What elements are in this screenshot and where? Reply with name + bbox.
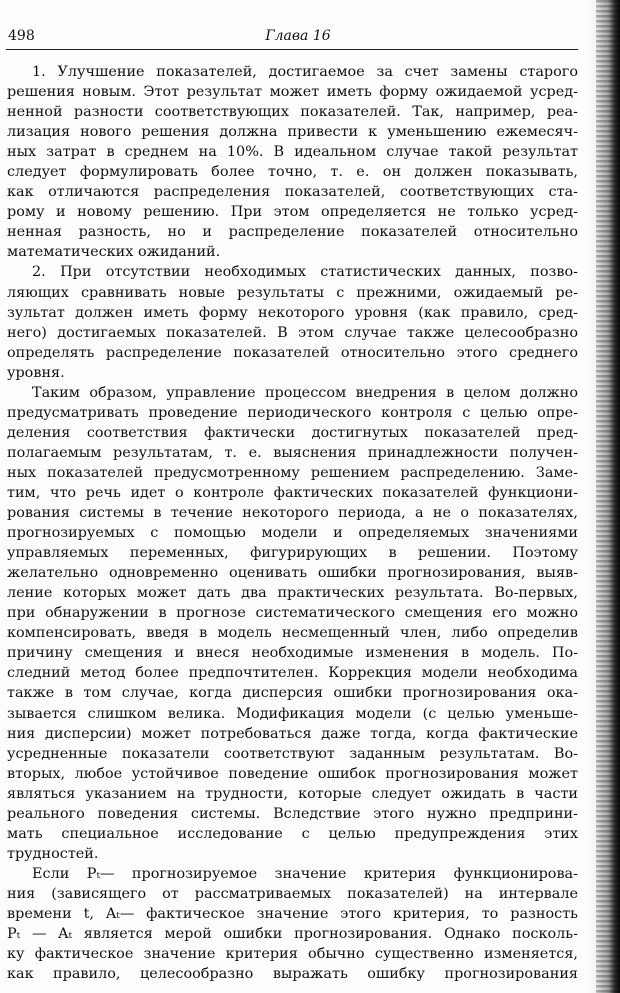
text-line: прогнозируемых с помощью модели и определяемых значениями: [7, 525, 578, 542]
text-line: компенсировать, введя в модель несмещенный член, либо определив: [7, 625, 578, 642]
text-line: управляемых переменных, фигурирующих в решении. Поэтому: [7, 545, 578, 562]
text-line: вторых, любое устойчивое поведение ошибок прогнозирования может: [7, 765, 578, 782]
text-line: зультат должен иметь форму некоторого уровня (как правило, сред-: [7, 304, 578, 321]
text-line: при обнаружении в прогнозе систематического смещения его можно: [7, 605, 578, 622]
text-line: рования системы в течение некоторого периода, а не о показателях,: [7, 505, 578, 522]
text-line: ненной разности соответствующих показателей. Так, например, реа-: [7, 104, 578, 121]
text-line: ния дисперсии) может потребоваться даже тогда, когда фактические: [7, 725, 578, 742]
text-line: ку фактическое значение критерия обычно существенно изменяется,: [7, 946, 578, 963]
text-line: решения новым. Этот результат может иметь форму ожидаемой усред-: [7, 84, 578, 101]
text-line: реального поведения системы. Вследствие этого нужно предприни-: [7, 805, 578, 822]
text-line: как отличаются распределения показателей, соответствующих ста-: [7, 184, 578, 201]
text-line: 2. При отсутствии необходимых статистических данных, позво-: [32, 264, 578, 281]
text-line: уровня.: [7, 364, 65, 381]
text-line: ление которых может дать два практических результата. Во-первых,: [7, 585, 578, 602]
text-line: Pₜ — Aₜ является мерой ошибки прогнозирования. Однако посколь-: [7, 926, 578, 943]
text-line: зывается слишком велика. Модификация модели (с целью уменьше-: [7, 705, 578, 722]
text-line: мать специальное исследование с целью предупреждения этих: [7, 825, 578, 842]
text-line: следует формулировать более точно, т. е. он должен показывать,: [7, 164, 578, 181]
text-line: являться указанием на трудности, которые следует ожидать в части: [7, 785, 578, 802]
text-line: определять распределение показателей относительно этого среднего: [7, 344, 578, 361]
text-line: как правило, целесообразно выражать ошибку прогнозирования: [7, 966, 578, 983]
text-line: следний метод более предпочтителен. Коррекция модели необходима: [7, 665, 578, 682]
body-text: [0, 62, 578, 984]
scanned-page-edge-texture: [596, 0, 620, 993]
text-line: полагаемым результатам, т. е. выяснения принадлежности получен-: [7, 444, 578, 461]
text-line: Таким образом, управление процессом внедрения в целом должно: [32, 384, 578, 401]
text-line: желательно одновременно оценивать ошибки прогнозирования, выяв-: [7, 565, 578, 582]
text-line: причину смещения и внеся необходимые изменения в модель. По-: [7, 645, 578, 662]
text-line: ных затрат в среднем на 10%. В идеальном случае такой результат: [7, 144, 578, 161]
text-line: 1. Улучшение показателей, достигаемое за счет замены старого: [32, 64, 578, 80]
text-line: ненная разность, но и распределение показателей относительно: [7, 224, 578, 241]
text-line: него) достигаемых показателей. В этом случае также целесообразно: [7, 324, 578, 341]
text-line: времени t, Aₜ— фактическое значение этого критерия, то разность: [7, 905, 578, 922]
text-line: усредненные показатели соответствуют заданным результатам. Во-: [7, 745, 578, 762]
chapter-title: Глава 16: [265, 28, 331, 44]
text-line: математических ожиданий.: [7, 244, 221, 261]
text-line: рому и новому решению. При этом определяется не только усред-: [7, 204, 578, 221]
text-line: предусматривать проведение периодического контроля с целью опре-: [7, 404, 578, 421]
header-rule: [6, 49, 578, 50]
text-line: деления соответствия фактически достигнутых показателей пред-: [7, 424, 578, 441]
text-line: ляющих сравнивать новые результаты с прежними, ожидаемый ре-: [7, 284, 578, 301]
text-line: Если Pₜ— прогнозируемое значение критерия функционирова-: [32, 865, 578, 882]
text-line: лизация нового решения должна привести к уменьшению ежемесяч-: [7, 124, 578, 141]
text-line: ния (зависящего от рассматриваемых показателей) на интервале: [7, 885, 578, 902]
text-line: ных показателей предусмотренному решением распределению. Заме-: [7, 464, 578, 481]
running-head: [8, 26, 577, 48]
text-line: также в том случае, когда дисперсия ошибки прогнозирования ока-: [7, 685, 578, 702]
text-line: тим, что речь идет о контроле фактических показателей функциони-: [7, 484, 578, 501]
text-line: трудностей.: [7, 845, 99, 862]
page-number: 498: [8, 28, 35, 44]
